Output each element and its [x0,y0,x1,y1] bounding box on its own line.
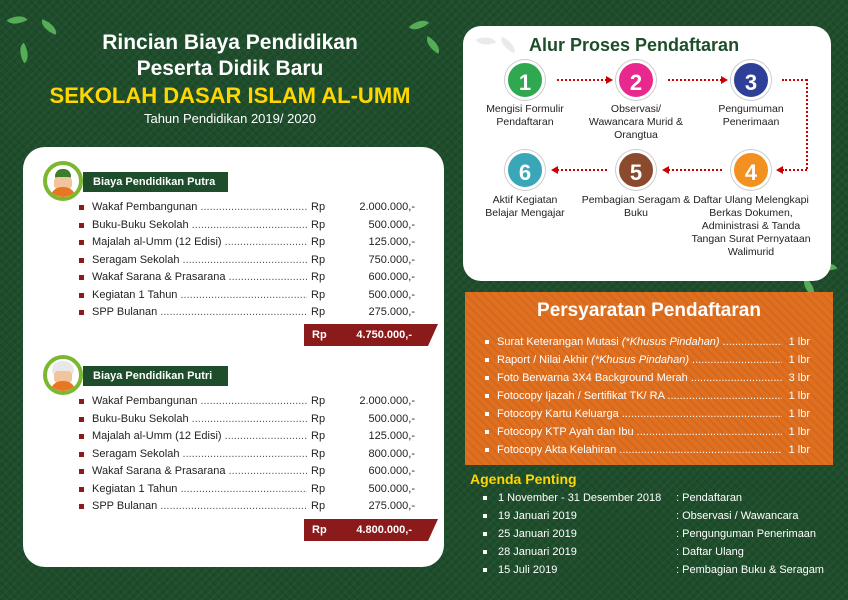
requirement-item: Fotocopy Akta Kelahiran ..... 1 lbr [485,441,815,459]
step-number: 1 [505,60,545,100]
requirements-title: Persyaratan Pendaftaran [537,300,761,321]
fee-card [23,147,444,567]
fee-row: Kegiatan 1 Tahun ..... Rp 500.000,- [79,481,419,498]
brochure-header [40,30,420,128]
fee-row: Wakaf Sarana & Prasarana ..... Rp 600.000,- [79,463,419,480]
fee-row: Wakaf Pembangunan ..... Rp 2.000.000,- [79,199,419,216]
flow-arrow [557,79,607,81]
agenda-title: Agenda Penting [470,471,577,487]
fee-row: Seragam Sekolah ..... Rp 750.000,- [79,252,419,269]
fee-section-title: Biaya Pendidikan Putra [83,172,228,192]
fee-row: Wakaf Sarana & Prasarana ..... Rp 600.000,- [79,269,419,286]
step-number: 6 [505,150,545,190]
step-label: Observasi/ Wawancara Murid & Orangtua [588,103,684,141]
leaf-decoration [15,43,33,64]
agenda-item: 28 Januari 2019 : Daftar Ulang [483,543,843,561]
fee-total: Rp 4.750.000,- [304,324,428,346]
fee-row: Buku-Buku Sekolah ..... Rp 500.000,- [79,411,419,428]
student-girl-icon [43,355,83,395]
leaf-decoration [498,37,519,54]
school-name: SEKOLAH DASAR ISLAM AL-UMM [49,83,411,108]
step-number: 2 [616,60,656,100]
flow-title: Alur Proses Pendaftaran [529,35,740,55]
requirement-item: Raport / Nilai Akhir (*Khusus Pindahan) ..... 1 lbr [485,351,815,369]
agenda-item: 1 November - 31 Desember 2018 : Pendaftaran [483,489,843,507]
step-number: 5 [616,150,656,190]
header-title-line1: Rincian Biaya Pendidikan [102,31,358,54]
requirement-item: Foto Berwarna 3X4 Background Merah ..... 3 lbr [485,369,815,387]
agenda-item: 19 Januari 2019 : Observasi / Wawancara [483,507,843,525]
leaf-decoration [7,11,28,29]
step-label: Pengumuman Penerimaan [718,103,784,128]
agenda-item: 25 Januari 2019 : Pengunguman Penerimaan [483,525,843,543]
flow-arrow [782,169,807,171]
step-label: Mengisi Formulir Pendaftaran [486,103,564,128]
step-label: Pembagian Seragam & Buku [581,194,691,219]
flow-arrow [668,79,722,81]
leaf-decoration [476,33,496,49]
flow-arrow [782,79,807,81]
flow-arrow [668,169,722,171]
fee-row: Wakaf Pembangunan ..... Rp 2.000.000,- [79,393,419,410]
step-label: Aktif Kegiatan Belajar Mengajar [485,194,565,219]
fee-row: Majalah al-Umm (12 Edisi) ..... Rp 125.000,- [79,428,419,445]
step-label: Daftar Ulang Melengkapi Berkas Dokumen, Administrasi & Tanda Tangan Surat Pernyataan Walimurid [691,194,811,258]
requirement-item: Fotocopy Ijazah / Sertifikat TK/ RA ..... 1 lbr [485,387,815,405]
leaf-decoration [423,36,444,54]
requirements-panel [465,292,833,465]
fee-section-title: Biaya Pendidikan Putri [83,366,228,386]
fee-row: SPP Bulanan ..... Rp 275.000,- [79,498,419,515]
fee-row: SPP Bulanan ..... Rp 275.000,- [79,304,419,321]
student-boy-icon [43,161,83,201]
registration-flow-card [463,26,831,281]
fee-row: Seragam Sekolah ..... Rp 800.000,- [79,446,419,463]
fee-row: Buku-Buku Sekolah ..... Rp 500.000,- [79,217,419,234]
flow-arrow [806,79,808,169]
academic-year: Tahun Pendidikan 2019/ 2020 [143,111,317,126]
requirement-item: Fotocopy Kartu Keluarga ..... 1 lbr [485,405,815,423]
agenda-item: 15 Juli 2019 : Pembagian Buku & Seragam [483,561,843,579]
fee-row: Majalah al-Umm (12 Edisi) ..... Rp 125.000,- [79,234,419,251]
fee-total: Rp 4.800.000,- [304,519,428,541]
fee-row: Kegiatan 1 Tahun ..... Rp 500.000,- [79,287,419,304]
requirement-item: Fotocopy KTP Ayah dan Ibu ..... 1 lbr [485,423,815,441]
header-title-line2: Peserta Didik Baru [136,57,324,80]
step-number: 3 [731,60,771,100]
flow-arrow [557,169,607,171]
requirement-item: Surat Keterangan Mutasi (*Khusus Pindahan) ..... 1 lbr [485,333,815,351]
step-number: 4 [731,150,771,190]
